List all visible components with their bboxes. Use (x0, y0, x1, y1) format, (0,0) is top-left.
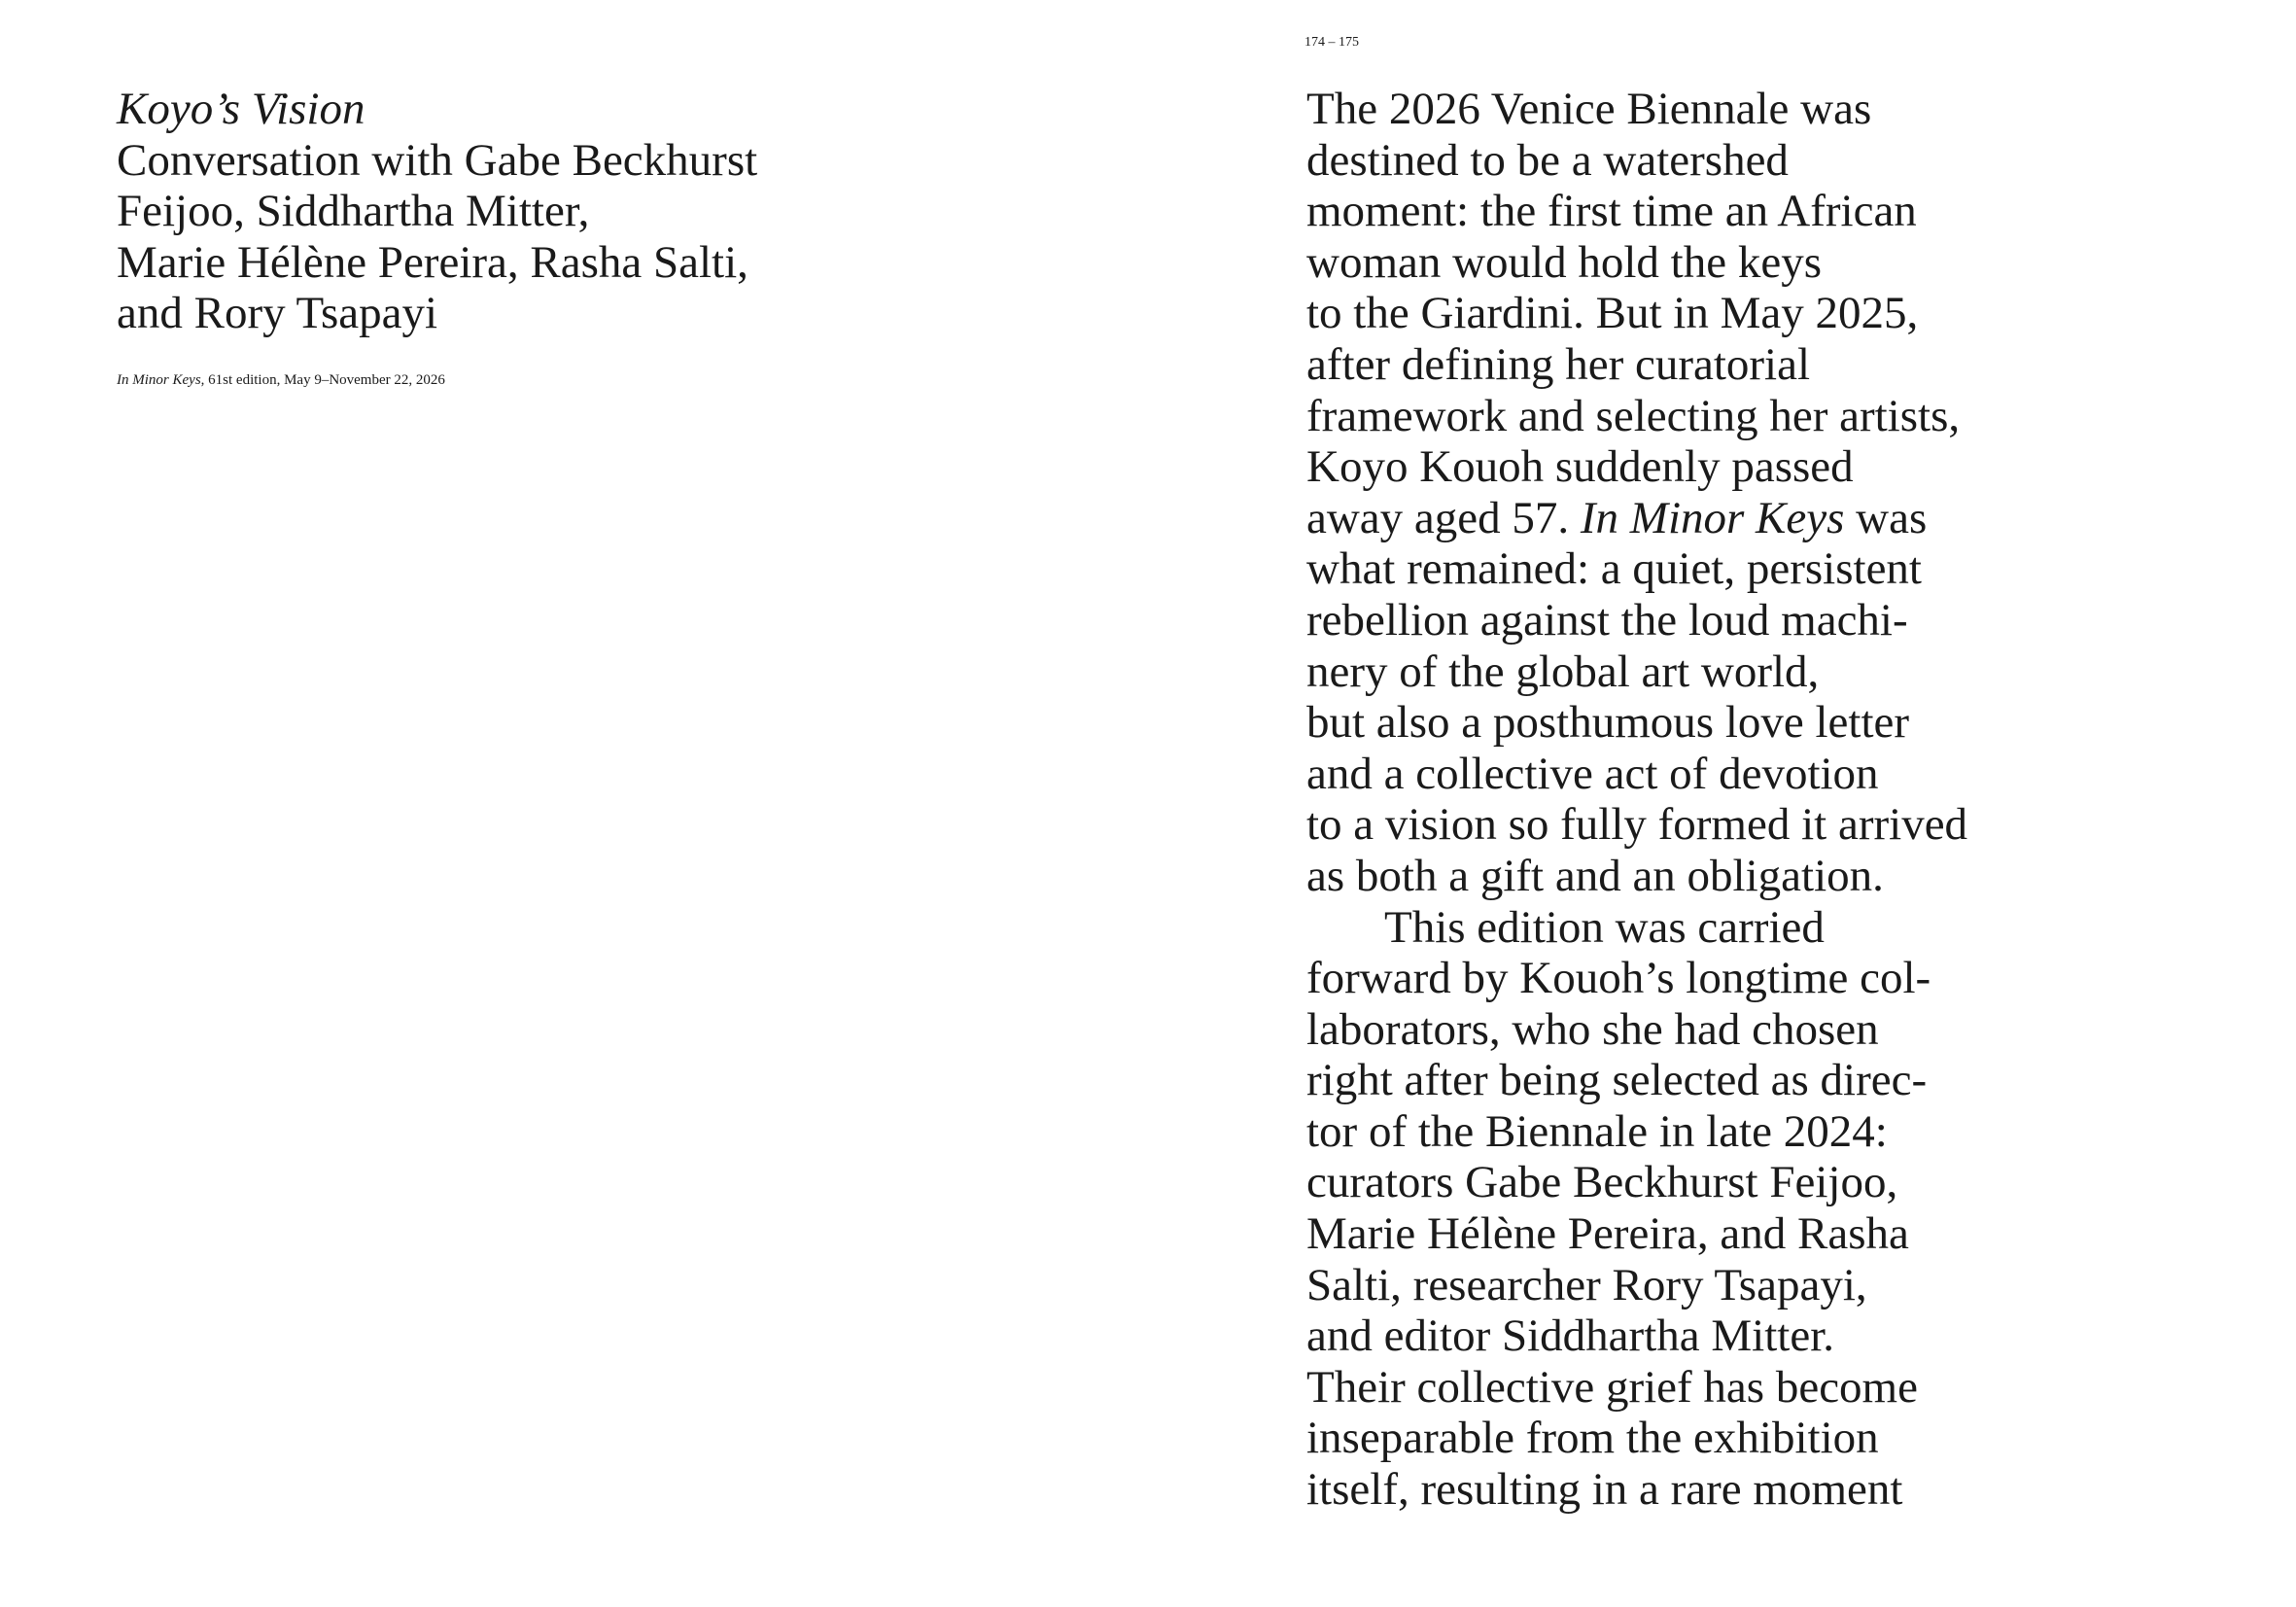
article-title-block (117, 84, 991, 339)
body-line: Koyo Kouoh suddenly passed (1306, 441, 1854, 493)
body-line: what remained: a quiet, persistent (1306, 543, 1922, 595)
body-line: Marie Hélène Pereira, and Rasha (1306, 1208, 1909, 1260)
body-line: Salti, researcher Rory Tsapayi, (1306, 1259, 1867, 1310)
body-line: curators Gabe Beckhurst Feijoo, (1306, 1157, 1898, 1208)
body-line: to the Giardini. But in May 2025, (1306, 288, 1919, 339)
article-subtitle-line: Marie Hélène Pereira, Rasha Salti, (117, 236, 748, 288)
article-subtitle-line: Feijoo, Siddhartha Mitter, (117, 186, 590, 236)
body-line-segment: was (1844, 492, 1928, 543)
body-line: as both a gift and an obligation. (1306, 850, 1884, 901)
body-line: inseparable from the exhibition (1306, 1413, 1879, 1464)
body-line: tor of the Biennale in late 2024: (1306, 1105, 1888, 1157)
body-line: after defining her curatorial (1306, 338, 1811, 390)
body-line: but also a posthumous love letter (1306, 697, 1910, 749)
exhibition-details: , 61st edition, May 9–November 22, 2026 (200, 372, 445, 388)
exhibition-title-inline: In Minor Keys (1580, 492, 1845, 543)
body-line: moment: the first time an African (1306, 186, 1917, 237)
paragraph-start-line: This edition was carried (1384, 901, 1825, 953)
body-line: right after being selected as direc- (1306, 1055, 1928, 1106)
body-line: itself, resulting in a rare moment (1306, 1464, 1903, 1516)
body-line: framework and selecting her artists, (1306, 390, 1961, 441)
body-text (1306, 84, 2104, 1516)
body-line: forward by Kouoh’s longtime col- (1306, 953, 1931, 1004)
body-line: laborators, who she had chosen (1306, 1003, 1879, 1055)
body-line: Their collective grief has become (1306, 1361, 1918, 1413)
body-line: nery of the global art world, (1306, 646, 1820, 697)
body-line: The 2026 Venice Biennale was (1306, 84, 1872, 134)
article-title: Koyo’s Vision (117, 84, 365, 134)
body-line: and a collective act of devotion (1306, 748, 1879, 799)
body-line: and editor Siddhartha Mitter. (1306, 1310, 1835, 1362)
article-subtitle-line: Conversation with Gabe Beckhurst (117, 134, 758, 186)
body-line-segment: away aged 57. (1306, 492, 1581, 543)
body-line: destined to be a watershed (1306, 134, 1789, 186)
right-page (1148, 0, 2296, 1607)
page-numbers: 174 – 175 (1305, 35, 1359, 50)
exhibition-meta (117, 371, 445, 389)
body-line: woman would hold the keys (1306, 236, 1822, 288)
body-line: to a vision so fully formed it arrived (1306, 799, 1968, 851)
body-line (1306, 493, 2104, 544)
article-subtitle-line: and Rory Tsapayi (117, 288, 438, 338)
body-line: rebellion against the loud machi- (1306, 594, 1908, 646)
exhibition-name: In Minor Keys (117, 372, 201, 388)
